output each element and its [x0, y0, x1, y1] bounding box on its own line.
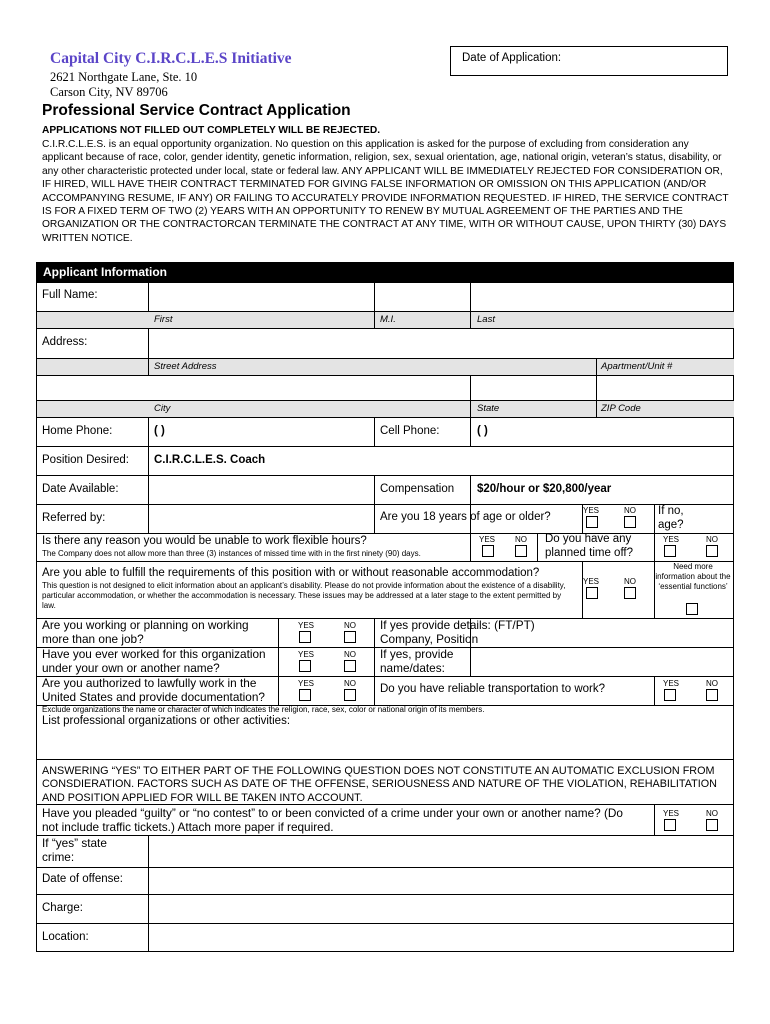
guilty-yes-checkbox[interactable]: [664, 819, 676, 831]
full-name-label: Full Name:: [42, 289, 98, 301]
state-crime-label: If “yes” state crime:: [42, 836, 107, 864]
ftpt-details-label: If yes provide details: (FT/PT) Company, Position: [380, 618, 535, 646]
name-dates-label: If yes, provide name/dates:: [380, 647, 454, 675]
cell-phone-label: Cell Phone:: [380, 425, 440, 437]
first-sublabel: First: [154, 314, 173, 325]
planned-yes-label: YES: [663, 535, 680, 544]
need-more-info-label: Need more information about the ‘essential functions’: [655, 562, 731, 592]
name-dates-input[interactable]: [470, 646, 733, 674]
org-address-line1: 2621 Northgate Lane, Ste. 10: [50, 70, 198, 84]
guilty-question: Have you pleaded “guilty” or “no contest” to or been convicted of a crime under your own or another name? (Do not include traffic tickets.) Attach more paper if required.: [42, 806, 623, 834]
worked-yes-label: YES: [298, 650, 315, 659]
planned-yes-checkbox[interactable]: [664, 545, 676, 557]
completion-warning: APPLICATIONS NOT FILLED OUT COMPLETELY WILL BE REJECTED.: [42, 125, 381, 136]
charge-label: Charge:: [42, 902, 83, 914]
accom-yes-checkbox[interactable]: [586, 587, 598, 599]
guilty-no-checkbox[interactable]: [706, 819, 718, 831]
age-question: Are you 18 years of age or older?: [380, 511, 551, 523]
planned-no-checkbox[interactable]: [706, 545, 718, 557]
guilty-no-label: NO: [706, 809, 718, 818]
home-phone-input[interactable]: ( ): [154, 425, 165, 437]
last-name-input[interactable]: [470, 282, 733, 310]
worked-no-label: NO: [344, 650, 356, 659]
flex-yes-label: YES: [479, 535, 496, 544]
street-address-input[interactable]: [148, 328, 733, 356]
job-no-label: NO: [344, 621, 356, 630]
state-sublabel: State: [477, 403, 500, 414]
flex-hours-note: The Company does not allow more than three (3) instances of missed time with in the first ninety (90) days.: [42, 549, 421, 558]
answering-yes-notice: ANSWERING “YES” TO EITHER PART OF THE FOLLOWING QUESTION DOES NOT CONSTITUTE AN AUTOMATIC EXCLUSION FROM CONSDIERATION. FACTORS SUCH AS DATE OF THE OFFENSE, SERIOUSNESS AND NATURE OF THE VIOLATION, REHABILITATION AND POSITION APPLIED FOR WILL BE TAKEN INTO ACCOUNT.: [42, 765, 717, 804]
state-crime-input[interactable]: [148, 835, 733, 865]
date-of-offense-input[interactable]: [148, 866, 733, 894]
accommodation-note: This question is not designed to elicit information about an applicant’s disability. Please do not provide information about the existence of a disability, particular accommodation, or whether the accommodation is necessary. These issues may be addressed at a later stage to the extent permitted by law.: [42, 581, 566, 611]
professional-orgs-label: List professional organizations or other activities:: [42, 715, 291, 727]
home-phone-label: Home Phone:: [42, 425, 113, 437]
address-label: Address:: [42, 336, 88, 348]
transport-no-checkbox[interactable]: [706, 689, 718, 701]
date-of-application-label: Date of Application:: [462, 52, 562, 64]
date-available-label: Date Available:: [42, 483, 119, 495]
professional-orgs-input[interactable]: [37, 730, 733, 757]
job-no-checkbox[interactable]: [344, 631, 356, 643]
auth-yes-label: YES: [298, 679, 315, 688]
location-label: Location:: [42, 931, 89, 943]
flex-no-label: NO: [515, 535, 527, 544]
worked-for-org-question: Have you ever worked for this organization under your own or another name?: [42, 647, 266, 675]
first-name-input[interactable]: [148, 282, 373, 310]
exclude-orgs-note: Exclude organizations the name or character of which indicates the religion, race, sex, color or national origin of its members.: [42, 705, 485, 714]
position-desired-label: Position Desired:: [42, 454, 129, 466]
need-more-info-checkbox[interactable]: [686, 603, 698, 615]
age-yes-checkbox[interactable]: [586, 516, 598, 528]
apt-sublabel: Apartment/Unit #: [601, 361, 673, 372]
accom-no-label: NO: [624, 577, 636, 586]
position-desired-value: C.I.R.C.L.E.S. Coach: [154, 454, 266, 466]
transport-yes-label: YES: [663, 679, 680, 688]
city-state-zip-input[interactable]: [37, 375, 733, 398]
planned-no-label: NO: [706, 535, 718, 544]
planned-time-off-question: Do you have any planned time off?: [545, 533, 634, 559]
flex-no-checkbox[interactable]: [515, 545, 527, 557]
if-no-age-label: If no, age?: [658, 505, 684, 531]
charge-input[interactable]: [148, 895, 733, 923]
accom-no-checkbox[interactable]: [624, 587, 636, 599]
middle-initial-input[interactable]: [374, 282, 469, 310]
street-sublabel: Street Address: [154, 361, 217, 372]
job-yes-label: YES: [298, 621, 315, 630]
compensation-label: Compensation: [380, 483, 455, 495]
referred-by-label: Referred by:: [42, 512, 106, 524]
age-yes-label: YES: [583, 506, 600, 515]
page-title: Professional Service Contract Application: [42, 102, 351, 119]
transport-no-label: NO: [706, 679, 718, 688]
auth-yes-checkbox[interactable]: [299, 689, 311, 701]
more-than-one-job-question: Are you working or planning on working more than one job?: [42, 618, 249, 646]
auth-no-label: NO: [344, 679, 356, 688]
org-address-line2: Carson City, NV 89706: [50, 85, 168, 99]
authorized-question: Are you authorized to lawfully work in the United States and provide documentation?: [42, 676, 265, 704]
date-available-input[interactable]: [148, 475, 373, 503]
mi-sublabel: M.I.: [380, 314, 396, 325]
city-sublabel: City: [154, 403, 171, 414]
accommodation-question: Are you able to fulfill the requirements of this position with or without reasonable accommodation?: [42, 567, 540, 579]
auth-no-checkbox[interactable]: [344, 689, 356, 701]
eeo-statement: C.I.R.C.L.E.S. is an equal opportunity organization. No question on this application is asked for the purpose of excluding from consideration any applicant because of race, color, gender identity, genetic information, religion, sex, sexual orientation, age, national origin, veteran’s status, disability, or any other characteristic protected under local, state or federal law. ANY APPLICANT WILL BE IMMEDIATELY REJECTED FOR CONSIDERATION OR, IF HIRED, WILL HAVE THEIR CONTRACT TERMINATED FOR GIVING FALSE INFORMATION OR OMISSION ON THIS APPLICATION (AND/OR ACCOMPANYING RESUME, IF ANY) OR FAILING TO ACCURATELY PROVIDE INFORMATION REQUESTED. IF HIRED, THE SERVICE CONTRACT IS FOR A FIXED TERM OF TWO (2) YEARS WITH AN OPPORTUNITY TO RENEW BY MUTUAL AGREEMENT OF THE PARTIES AND THE ORGANIZATION OR THE CONTRACTORCAN TERMINATE THE CONTRACT AT ANY TIME, WITH OR WITHOUT CAUSE, UPON THIRTY (30) DAYS WRITTEN NOTICE.: [42, 139, 729, 244]
compensation-value: $20/hour or $20,800/year: [477, 483, 612, 495]
flex-yes-checkbox[interactable]: [482, 545, 494, 557]
zip-sublabel: ZIP Code: [601, 403, 641, 414]
section-header-applicant-info: Applicant Information: [36, 262, 734, 282]
transport-yes-checkbox[interactable]: [664, 689, 676, 701]
worked-yes-checkbox[interactable]: [299, 660, 311, 672]
age-no-label: NO: [624, 506, 636, 515]
date-of-application-field[interactable]: [450, 46, 728, 76]
flex-hours-question: Is there any reason you would be unable to work flexible hours?: [42, 535, 367, 547]
organization-name: Capital City C.I.R.C.L.E.S Initiative: [50, 50, 292, 67]
cell-phone-input[interactable]: ( ): [477, 425, 488, 437]
accom-yes-label: YES: [583, 577, 600, 586]
age-no-checkbox[interactable]: [624, 516, 636, 528]
last-sublabel: Last: [477, 314, 495, 325]
job-yes-checkbox[interactable]: [299, 631, 311, 643]
date-of-offense-label: Date of offense:: [42, 873, 123, 885]
guilty-yes-label: YES: [663, 809, 680, 818]
location-input[interactable]: [148, 924, 733, 951]
worked-no-checkbox[interactable]: [344, 660, 356, 672]
referred-by-input[interactable]: [148, 504, 373, 532]
transportation-question: Do you have reliable transportation to work?: [380, 683, 606, 695]
